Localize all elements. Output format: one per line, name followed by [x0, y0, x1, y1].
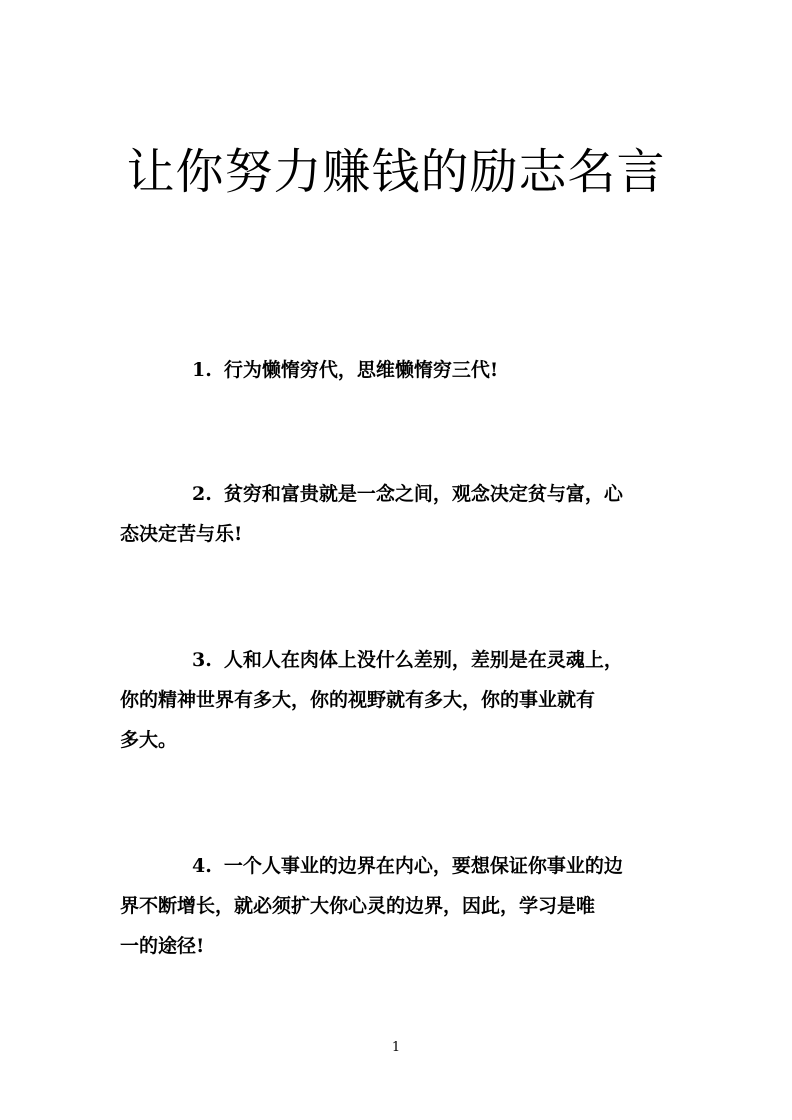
quote-number: 3. [192, 649, 212, 671]
quote-paragraph-1 [120, 350, 680, 390]
quote-line: 一的途径! [120, 935, 205, 957]
quote-text: 行为懒惰穷代，思维懒惰穷三代! [223, 359, 499, 381]
quote-line: 多大。 [120, 729, 178, 751]
quote-number: 4. [192, 855, 212, 877]
quote-text: 贫穷和富贵就是一念之间，观念决定贫与富，心 [223, 483, 623, 505]
document-title: 让你努力赚钱的励志名言 [126, 144, 666, 200]
quote-line [120, 350, 680, 390]
quote-line: 态决定苦与乐! [120, 523, 243, 545]
quote-line [120, 846, 680, 886]
quote-paragraph-3 [120, 640, 680, 760]
quote-number: 2. [192, 483, 212, 505]
quote-line: 你的精神世界有多大，你的视野就有多大，你的事业就有 [120, 689, 596, 711]
quote-line [120, 640, 680, 680]
quote-paragraph-4 [120, 846, 680, 966]
quote-line [120, 474, 680, 514]
page-number: 1 [391, 1040, 401, 1055]
quote-text: 一个人事业的边界在内心，要想保证你事业的边 [223, 855, 623, 877]
quote-line: 界不断增长，就必须扩大你心灵的边界，因此，学习是唯 [120, 895, 596, 917]
quote-number: 1. [192, 359, 212, 381]
quote-paragraph-2 [120, 474, 680, 554]
quote-text: 人和人在肉体上没什么差别，差别是在灵魂上， [223, 649, 623, 671]
